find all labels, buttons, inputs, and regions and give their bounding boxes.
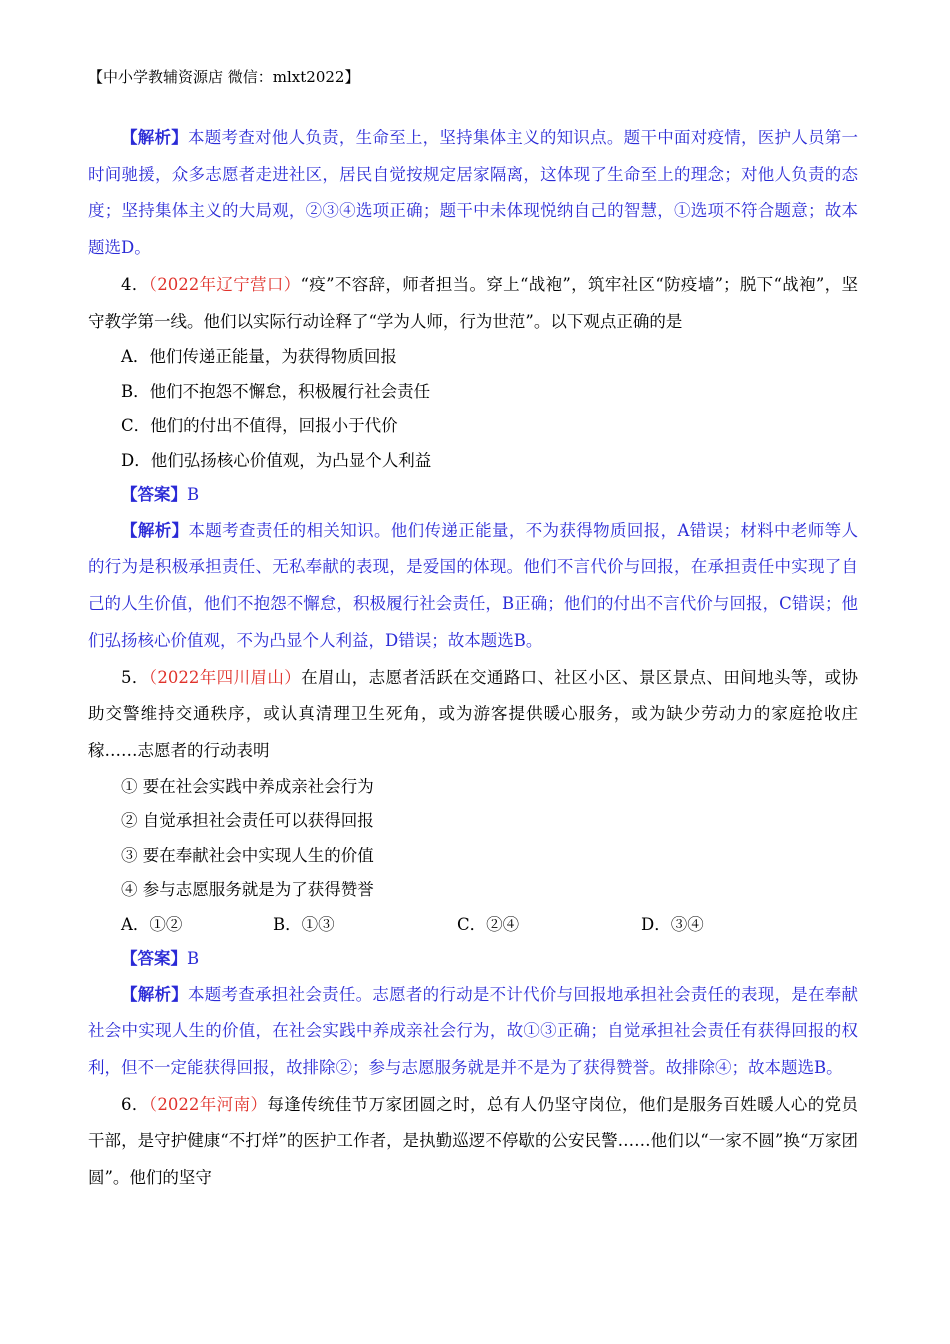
q6-stem	[88, 1087, 858, 1197]
q5-choices	[88, 908, 858, 943]
analysis-tag: 【解析】	[121, 984, 189, 1004]
question-source: （2022年河南）	[148, 1094, 268, 1114]
q4-option-a: A．他们传递正能量，为获得物质回报	[121, 347, 397, 367]
analysis-text: 本题考查对他人负责，生命至上，坚持集体主义的知识点。题干中面对疫情，医护人员第一时间驰援，众多志愿者走进社区，居民自觉按规定居家隔离，这体现了生命至上的理念；对他人负责的态度；坚持集体主义的大局观，②③④选项正确；题干中未体现悦纳自己的智慧，①选项不符合题意；故本题选D。	[88, 128, 859, 258]
q4-option-b: B．他们不抱怨不懈怠，积极履行社会责任	[121, 381, 431, 401]
q4-analysis	[88, 513, 858, 660]
answer-value: B	[187, 485, 200, 505]
q5-choice-c: C．②④	[457, 914, 520, 934]
q4-option-c: C．他们的付出不值得，回报小于代价	[121, 416, 398, 436]
q5-choice-b: B．①③	[273, 914, 335, 934]
q5-stem	[88, 660, 858, 770]
q5-statement-1: ① 要在社会实践中养成亲社会行为	[121, 776, 374, 796]
q5-statement-3: ③ 要在奉献社会中实现人生的价值	[121, 845, 374, 865]
question-stem: “疫”不容辞，师者担当。穿上“战袍”，筑牢社区“防疫墙”；脱下“战袍”，坚守教学第一线。他们以实际行动诠释了“学为人师，行为世范”。以下观点正确的是	[88, 274, 858, 331]
q4-answer	[88, 478, 858, 513]
q3-analysis	[88, 120, 858, 267]
question-source: （2022年辽宁营口）	[148, 274, 301, 294]
q4-option-d: D．他们弘扬核心价值观，为凸显个人利益	[121, 450, 432, 470]
analysis-text: 本题考查承担社会责任。志愿者的行动是不计代价与回报地承担社会责任的表现，是在奉献社会中实现人生的价值，在社会实践中养成亲社会行为，故①③正确；自觉承担社会责任有获得回报的权利，但不一定能获得回报，故排除②；参与志愿服务就是并不是为了获得赞誉。故排除④；故本题选B。	[88, 984, 859, 1078]
analysis-text: 本题考查责任的相关知识。他们传递正能量，不为获得物质回报，A错误；材料中老师等人的行为是积极承担责任、无私奉献的表现，是爱国的体现。他们不言代价与回报，在承担责任中实现了自己的人生价值，他们不抱怨不懈怠，积极履行社会责任，B正确；他们的付出不言代价与回报，C错误；他们弘扬核心价值观，不为凸显个人利益，D错误；故本题选B。	[88, 520, 858, 650]
q5-statement-4: ④ 参与志愿服务就是为了获得赞誉	[121, 880, 374, 900]
q5-analysis	[88, 977, 858, 1087]
analysis-tag: 【解析】	[121, 128, 189, 147]
question-number: 6．	[121, 1094, 149, 1114]
question-stem: 每逢传统佳节万家团圆之时，总有人仍坚守岗位，他们是服务百姓暖人心的党员干部，是守护健康“不打烊”的医护工作者，是执勤巡逻不停歇的公安民警……他们以“一家不圆”换“万家团圆”。他们的坚守	[88, 1094, 859, 1188]
question-number: 4．	[121, 274, 149, 294]
question-stem: 在眉山，志愿者活跃在交通路口、社区小区、景区景点、田间地头等，或协助交警维持交通秩序，或认真清理卫生死角，或为游客提供暖心服务，或为缺少劳动力的家庭抢收庄稼……志愿者的行动表明	[88, 667, 859, 760]
q5-choice-a: A．①②	[121, 914, 183, 934]
answer-value: B	[187, 949, 200, 969]
q4-stem	[88, 267, 858, 340]
q5-answer	[88, 942, 858, 977]
analysis-tag: 【解析】	[121, 520, 189, 540]
answer-tag: 【答案】	[121, 949, 187, 969]
question-source: （2022年四川眉山）	[148, 667, 302, 687]
page-header: 【中小学教辅资源店 微信：mlxt2022】	[88, 68, 360, 86]
q5-statement-2: ② 自觉承担社会责任可以获得回报	[121, 811, 374, 831]
document-body	[88, 120, 858, 1197]
q5-choice-d: D．③④	[641, 914, 704, 934]
answer-tag: 【答案】	[121, 485, 187, 505]
question-number: 5．	[121, 667, 149, 687]
